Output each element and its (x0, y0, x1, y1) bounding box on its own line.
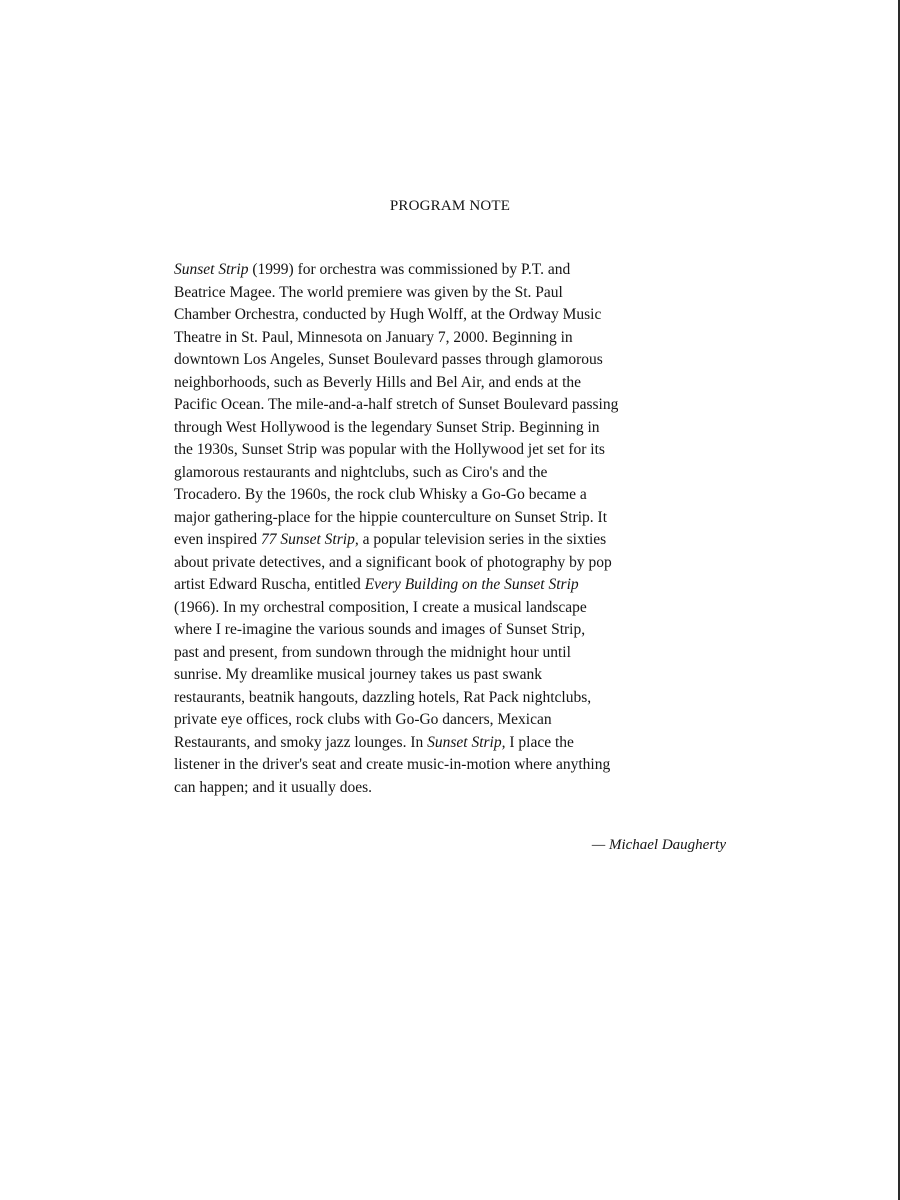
note-line (174, 484, 734, 507)
note-text: past and present, from sundown through the midnight hour until (174, 643, 571, 661)
note-text: major gathering-place for the hippie counterculture on Sunset Strip. It (174, 508, 608, 526)
note-text: neighborhoods, such as Beverly Hills and Bel Air, and ends at the (174, 373, 582, 391)
note-line (174, 259, 734, 282)
note-line (174, 732, 734, 755)
note-line (174, 349, 734, 372)
italic-title-text: Sunset Strip (174, 261, 249, 278)
note-text: Restaurants, and smoky jazz lounges. In (174, 733, 428, 751)
note-line (174, 327, 734, 350)
note-line (174, 417, 734, 440)
note-text: Pacific Ocean. The mile-and-a-half stretch of Sunset Boulevard passing (174, 396, 619, 413)
note-text: through West Hollywood is the legendary Sunset Strip. Beginning in (174, 418, 600, 436)
note-text: (1999) for orchestra was commissioned by P.T. and (248, 261, 571, 278)
note-line (174, 552, 734, 575)
note-text: glamorous restaurants and nightclubs, such as Ciro's and the (174, 463, 548, 481)
note-text: Beatrice Magee. The world premiere was given by the St. Paul (174, 283, 563, 301)
note-line (174, 619, 734, 642)
note-text: Chamber Orchestra, conducted by Hugh Wolff, at the Ordway Music (174, 306, 602, 323)
note-text: even inspired (174, 531, 261, 548)
note-text: a popular television series in the sixties (358, 531, 607, 548)
note-line (174, 709, 734, 732)
note-line (174, 529, 734, 552)
note-line (174, 282, 734, 305)
note-text: Theatre in St. Paul, Minnesota on January 7, 2000. Beginning in (174, 328, 573, 346)
note-text: Trocadero. By the 1960s, the rock club Whisky a Go-Go became a (174, 486, 587, 503)
note-line (174, 462, 734, 485)
note-line (174, 777, 734, 800)
note-text: restaurants, beatnik hangouts, dazzling hotels, Rat Pack nightclubs, (174, 688, 592, 706)
note-text: listener in the driver's seat and create music-in-motion where anything (174, 756, 611, 773)
note-text: can happen; and it usually does. (174, 778, 373, 796)
italic-title-text: 77 Sunset Strip, (260, 531, 359, 548)
note-line (174, 507, 734, 530)
note-line (174, 687, 734, 710)
note-text: sunrise. My dreamlike musical journey takes us past swank (174, 666, 543, 683)
note-line (174, 642, 734, 665)
note-text: artist Edward Ruscha, entitled (174, 576, 365, 593)
note-line (174, 304, 734, 327)
note-text: I place the (505, 733, 574, 751)
note-text: about private detectives, and a significant book of photography by pop (174, 553, 612, 571)
note-line (174, 372, 734, 395)
author-signature: — Michael Daugherty (591, 837, 726, 853)
note-text: the 1930s, Sunset Strip was popular with the Hollywood jet set for its (174, 441, 605, 458)
note-line (174, 394, 734, 417)
note-line (174, 597, 734, 620)
italic-title-text: Sunset Strip, (427, 733, 506, 751)
note-text: where I re-imagine the various sounds and images of Sunset Strip, (174, 621, 586, 638)
note-text: (1966). In my orchestral composition, I create a musical landscape (174, 598, 587, 616)
note-text: downtown Los Angeles, Sunset Boulevard passes through glamorous (174, 351, 603, 368)
italic-title-text: Every Building on the Sunset Strip (364, 576, 579, 593)
note-line (174, 439, 734, 462)
note-line (174, 664, 734, 687)
page-title: PROGRAM NOTE (389, 198, 511, 214)
note-line (174, 574, 734, 597)
note-text: private eye offices, rock clubs with Go-Go dancers, Mexican (174, 711, 552, 728)
note-line (174, 754, 734, 777)
program-note-body (174, 259, 734, 799)
